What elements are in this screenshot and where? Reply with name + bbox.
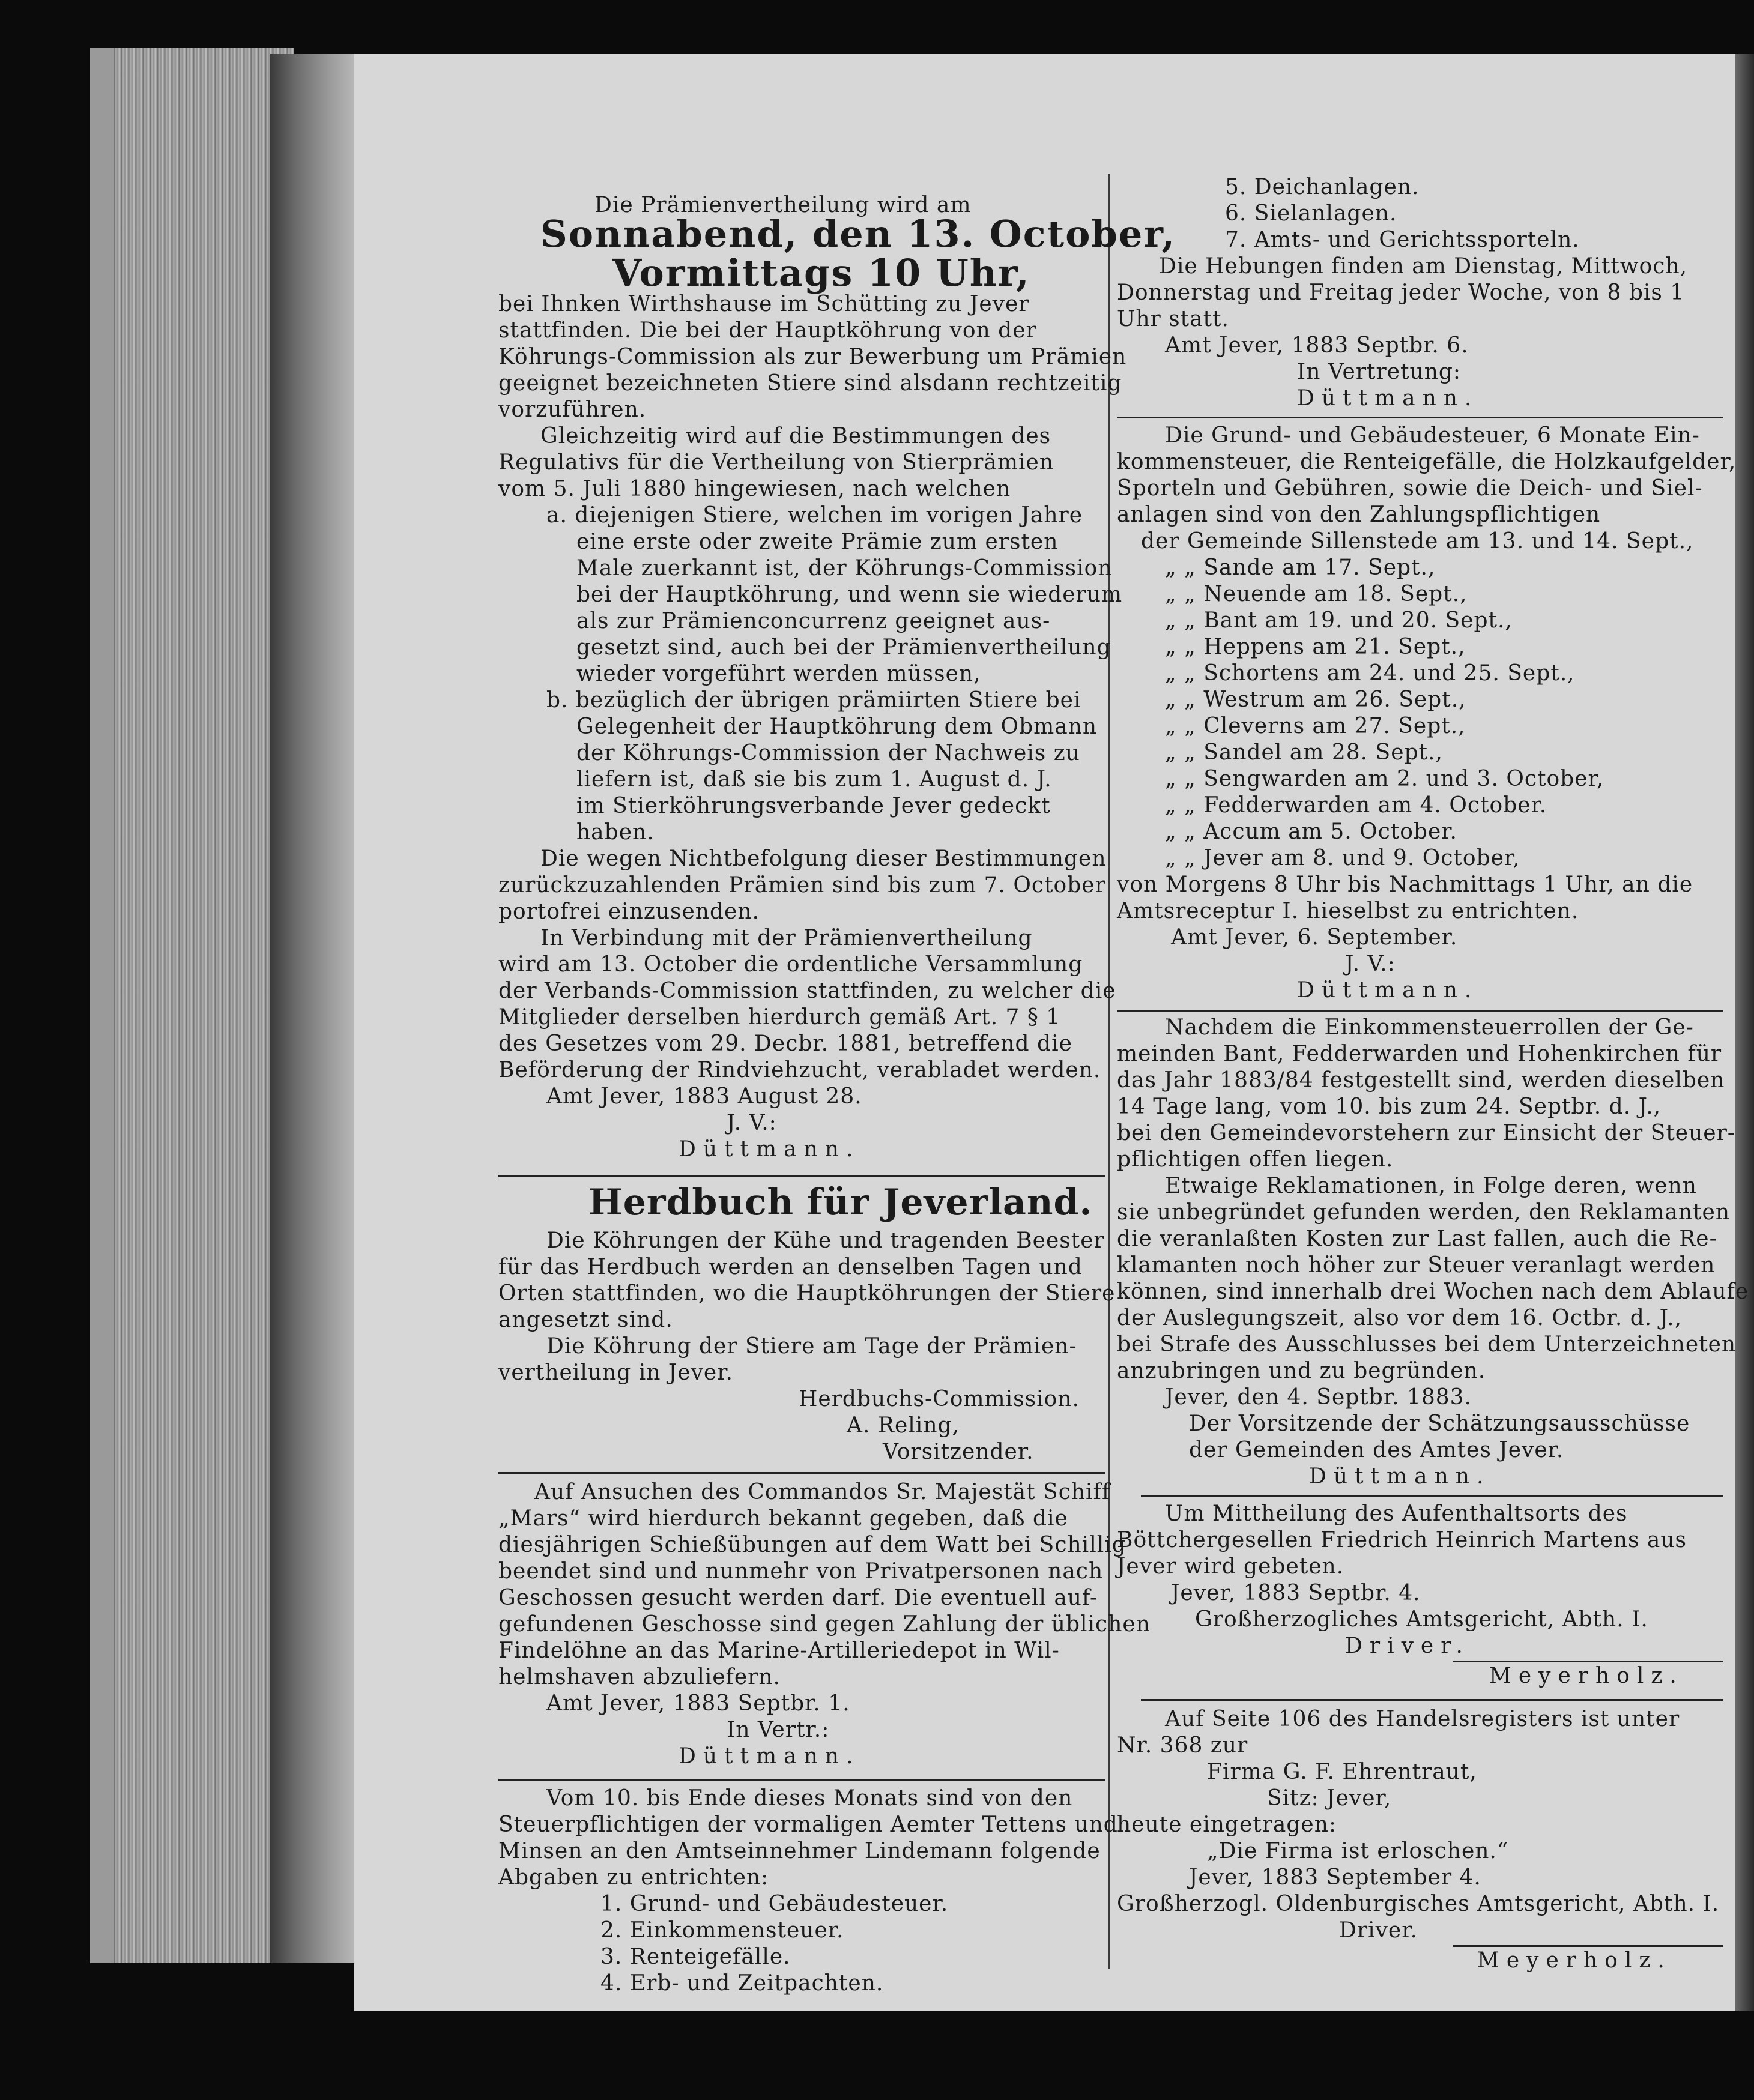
text-line: liefern ist, daß sie bis zum 1. August d. J. <box>576 767 1052 792</box>
text-line: können, sind innerhalb drei Wochen nach dem Ablaufe <box>1117 1279 1749 1304</box>
section-heading: Herdbuch für Jeverland. <box>588 1181 1093 1223</box>
newspaper-page <box>354 54 1749 2011</box>
text-line: Die Hebungen finden am Dienstag, Mittwoch, <box>1159 254 1688 279</box>
text-line: bei der Hauptköhrung, und wenn sie wiederum <box>576 582 1123 607</box>
text-line: klamanten noch höher zur Steuer veranlagt werden <box>1117 1253 1716 1278</box>
text-line: das Jahr 1883/84 festgestellt sind, werden dieselben <box>1117 1068 1725 1093</box>
book-binding <box>270 54 354 1963</box>
text-line: Herdbuchs-Commission. <box>799 1387 1080 1411</box>
text-line: der Auslegungszeit, also vor dem 16. Octbr. d. J., <box>1117 1306 1683 1330</box>
text-line: geeignet bezeichneten Stiere sind alsdann rechtzeitig <box>498 371 1122 396</box>
text-line: Findelöhne an das Marine-Artilleriedepot in Wil- <box>498 1638 1060 1663</box>
text-line: Amt Jever, 1883 August 28. <box>546 1084 862 1109</box>
section-rule <box>1141 1699 1723 1701</box>
book-page-edges <box>90 48 294 1963</box>
signature-name: Driver. <box>1345 1634 1470 1658</box>
text-line: J. V.: <box>727 1111 777 1135</box>
text-line: Böttchergesellen Friedrich Heinrich Martens aus <box>1117 1528 1687 1552</box>
text-line: Vom 10. bis Ende dieses Monats sind von den <box>546 1786 1073 1811</box>
text-line: Mitglieder derselben hierdurch gemäß Art. 7 § 1 <box>498 1005 1061 1030</box>
text-line: 1. Grund- und Gebäudesteuer. <box>600 1892 949 1916</box>
text-line: Die Köhrungen der Kühe und tragenden Beester <box>546 1228 1105 1253</box>
text-line: meinden Bant, Fedderwarden und Hohenkirchen für <box>1117 1042 1722 1066</box>
section-rule <box>498 1779 1105 1781</box>
signature-name: Düttmann. <box>679 1744 860 1769</box>
text-line: A. Reling, <box>847 1413 960 1438</box>
text-line: Gelegenheit der Hauptköhrung dem Obmann <box>576 714 1098 739</box>
text-line: Jever, 1883 Septbr. 4. <box>1171 1581 1421 1605</box>
text-line: Vorsitzender. <box>883 1440 1034 1464</box>
section-rule <box>1453 1945 1723 1947</box>
signature-name: Düttmann. <box>679 1137 860 1162</box>
section-rule <box>498 1472 1105 1474</box>
text-line: 14 Tage lang, vom 10. bis zum 24. Septbr. d. J., <box>1117 1094 1662 1119</box>
text-line: Steuerpflichtigen der vormaligen Aemter Tettens und <box>498 1812 1118 1837</box>
text-line: Die wegen Nichtbefolgung dieser Bestimmungen <box>540 846 1107 871</box>
text-line: bei den Gemeindevorstehern zur Einsicht der Steuer- <box>1117 1121 1735 1145</box>
signature-name: Meyerholz. <box>1489 1664 1684 1688</box>
signature-name: Düttmann. <box>1297 978 1479 1003</box>
list-item: „ „ Cleverns am 27. Sept., <box>1165 714 1466 738</box>
text-line: Firma G. F. Ehrentraut, <box>1207 1760 1477 1784</box>
text-line: b. bezüglich der übrigen prämiirten Stiere bei <box>546 688 1081 713</box>
text-line: angesetzt sind. <box>498 1308 673 1332</box>
list-item: „ „ Jever am 8. und 9. October, <box>1165 846 1520 870</box>
list-item: „ „ Schortens am 24. und 25. Sept., <box>1165 661 1575 686</box>
text-line: Geschossen gesucht werden darf. Die eventuell auf- <box>498 1586 1098 1610</box>
text-line: die veranlaßten Kosten zur Last fallen, auch die Re- <box>1117 1227 1717 1251</box>
list-item: „ „ Accum am 5. October. <box>1165 819 1457 844</box>
text-line: Amt Jever, 1883 Septbr. 1. <box>546 1691 850 1716</box>
text-line: gefundenen Geschosse sind gegen Zahlung der üblichen <box>498 1612 1151 1637</box>
text-line: stattfinden. Die bei der Hauptköhrung von der <box>498 318 1037 343</box>
list-item: „ „ Heppens am 21. Sept., <box>1165 635 1466 659</box>
text-line: Die Prämienvertheilung wird am <box>594 193 972 217</box>
list-item: „ „ Sandel am 28. Sept., <box>1165 740 1443 765</box>
text-line: Jever wird gebeten. <box>1117 1554 1344 1579</box>
section-rule <box>1141 1495 1723 1497</box>
section-rule <box>1453 1661 1723 1662</box>
text-line: der Gemeinden des Amtes Jever. <box>1189 1438 1564 1462</box>
text-line: Die Köhrung der Stiere am Tage der Prämien- <box>546 1334 1077 1359</box>
signature-name: Meyerholz. <box>1477 1948 1672 1973</box>
text-line: für das Herdbuch werden an denselben Tagen und <box>498 1255 1083 1279</box>
text-line: von Morgens 8 Uhr bis Nachmittags 1 Uhr, an die <box>1117 872 1693 897</box>
text-line: Nr. 368 zur <box>1117 1733 1248 1758</box>
text-line: Jever, den 4. Septbr. 1883. <box>1165 1385 1472 1410</box>
text-line: Amt Jever, 1883 Septbr. 6. <box>1165 333 1469 358</box>
text-line: 7. Amts- und Gerichtssporteln. <box>1225 228 1580 252</box>
text-line: Sitz: Jever, <box>1267 1786 1392 1811</box>
text-line: 4. Erb- und Zeitpachten. <box>600 1971 884 1996</box>
text-line: Die Grund- und Gebäudesteuer, 6 Monate Ein- <box>1165 423 1700 448</box>
headline-date: Sonnabend, den 13. October, <box>540 212 1176 256</box>
text-line: Großherzogliches Amtsgericht, Abth. I. <box>1195 1607 1648 1632</box>
text-line: heute eingetragen: <box>1117 1812 1337 1837</box>
text-line: Um Mittheilung des Aufenthaltsorts des <box>1165 1501 1628 1526</box>
text-line: Amt Jever, 6. September. <box>1171 925 1458 950</box>
headline-time: Vormittags 10 Uhr, <box>612 251 1030 295</box>
text-line: Male zuerkannt ist, der Köhrungs-Commission <box>576 556 1113 581</box>
text-line: vertheilung in Jever. <box>498 1360 733 1385</box>
text-line: wieder vorgeführt werden müssen, <box>576 662 981 686</box>
column-divider <box>1108 174 1110 1969</box>
text-line: beendet sind und nunmehr von Privatpersonen nach <box>498 1559 1104 1584</box>
text-line: bei Strafe des Ausschlusses bei dem Unterzeichneten <box>1117 1332 1737 1357</box>
text-line: der Gemeinde Sillenstede am 13. und 14. Sept., <box>1141 529 1694 554</box>
text-line: Nachdem die Einkommensteuerrollen der Ge- <box>1165 1015 1694 1040</box>
text-line: Donnerstag und Freitag jeder Woche, von 8 bis 1 <box>1117 280 1685 305</box>
text-line: der Köhrungs-Commission der Nachweis zu <box>576 741 1080 765</box>
text-line: portofrei einzusenden. <box>498 899 760 924</box>
list-item: „ „ Bant am 19. und 20. Sept., <box>1165 608 1513 633</box>
text-line: „Die Firma ist erloschen.“ <box>1207 1839 1509 1863</box>
text-line: Driver. <box>1339 1918 1418 1943</box>
text-line: Minsen an den Amtseinnehmer Lindemann folgende <box>498 1839 1101 1863</box>
text-line: helmshaven abzuliefern. <box>498 1665 781 1689</box>
text-line: bei Ihnken Wirthshause im Schütting zu Jever <box>498 292 1030 316</box>
section-rule <box>1117 1010 1723 1012</box>
text-line: Großherzogl. Oldenburgisches Amtsgericht, Abth. I. <box>1117 1892 1720 1916</box>
text-line: Sporteln und Gebühren, sowie die Deich- und Siel- <box>1117 476 1703 501</box>
text-line: pflichtigen offen liegen. <box>1117 1147 1394 1172</box>
list-item: „ „ Fedderwarden am 4. October. <box>1165 793 1547 818</box>
text-line: 6. Sielanlagen. <box>1225 201 1397 226</box>
text-line: Auf Ansuchen des Commandos Sr. Majestät Schiff <box>534 1480 1111 1504</box>
list-item: „ „ Sengwarden am 2. und 3. October, <box>1165 767 1604 791</box>
text-line: Amtsreceptur I. hieselbst zu entrichten. <box>1117 899 1579 923</box>
text-line: a. diejenigen Stiere, welchen im vorigen Jahre <box>546 503 1083 528</box>
text-line: vom 5. Juli 1880 hingewiesen, nach welchen <box>498 477 1011 501</box>
text-line: wird am 13. October die ordentliche Versammlung <box>498 952 1083 977</box>
text-line: im Stierköhrungsverbande Jever gedeckt <box>576 794 1051 818</box>
text-line: In Vertretung: <box>1297 360 1462 384</box>
text-line: sie unbegründet gefunden werden, den Reklamanten <box>1117 1200 1731 1225</box>
text-line: 5. Deichanlagen. <box>1225 175 1420 199</box>
text-line: kommensteuer, die Renteigefälle, die Holzkaufgelder, <box>1117 450 1737 474</box>
list-item: „ „ Neuende am 18. Sept., <box>1165 582 1468 606</box>
text-line: anzubringen und zu begründen. <box>1117 1359 1486 1383</box>
text-line: Beförderung der Rindviehzucht, verabladet werden. <box>498 1058 1101 1082</box>
list-item: „ „ Sande am 17. Sept., <box>1165 555 1436 580</box>
text-line: Köhrungs-Commission als zur Bewerbung um Prämien <box>498 345 1127 369</box>
section-rule <box>498 1175 1105 1177</box>
text-line: diesjährigen Schießübungen auf dem Watt bei Schillig <box>498 1533 1126 1557</box>
signature-name: Düttmann. <box>1297 386 1479 411</box>
text-line: Auf Seite 106 des Handelsregisters ist unter <box>1165 1707 1680 1731</box>
text-line: Etwaige Reklamationen, in Folge deren, wenn <box>1165 1174 1697 1198</box>
text-line: Abgaben zu entrichten: <box>498 1865 769 1890</box>
text-line: 2. Einkommensteuer. <box>600 1918 844 1943</box>
text-line: eine erste oder zweite Prämie zum ersten <box>576 530 1059 554</box>
text-line: vorzuführen. <box>498 397 647 422</box>
section-rule <box>1117 417 1723 418</box>
text-line: haben. <box>576 820 655 845</box>
text-line: In Vertr.: <box>727 1718 830 1742</box>
text-line: des Gesetzes vom 29. Decbr. 1881, betreffend die <box>498 1031 1072 1056</box>
text-line: gesetzt sind, auch bei der Prämienvertheilung <box>576 635 1111 660</box>
text-line: anlagen sind von den Zahlungspflichtigen <box>1117 502 1601 527</box>
text-line: Regulativs für die Vertheilung von Stierprämien <box>498 450 1054 475</box>
text-line: In Verbindung mit der Prämienvertheilung <box>540 926 1033 950</box>
text-line: Der Vorsitzende der Schätzungsausschüsse <box>1189 1411 1690 1436</box>
text-line: Uhr statt. <box>1117 307 1229 331</box>
text-line: der Verbands-Commission stattfinden, zu welcher die <box>498 979 1116 1003</box>
text-line: als zur Prämienconcurrenz geeignet aus- <box>576 609 1051 633</box>
signature-name: Düttmann. <box>1309 1464 1491 1489</box>
text-line: „Mars“ wird hierdurch bekannt gegeben, daß die <box>498 1506 1068 1531</box>
text-line: 3. Renteigefälle. <box>600 1945 791 1969</box>
text-line: Jever, 1883 September 4. <box>1189 1865 1481 1890</box>
text-line: J. V.: <box>1345 952 1396 976</box>
text-line: Orten stattfinden, wo die Hauptköhrungen der Stiere <box>498 1281 1116 1306</box>
list-item: „ „ Westrum am 26. Sept., <box>1165 687 1466 712</box>
text-line: zurückzuzahlenden Prämien sind bis zum 7. October <box>498 873 1106 898</box>
text-line: Gleichzeitig wird auf die Bestimmungen des <box>540 424 1051 448</box>
